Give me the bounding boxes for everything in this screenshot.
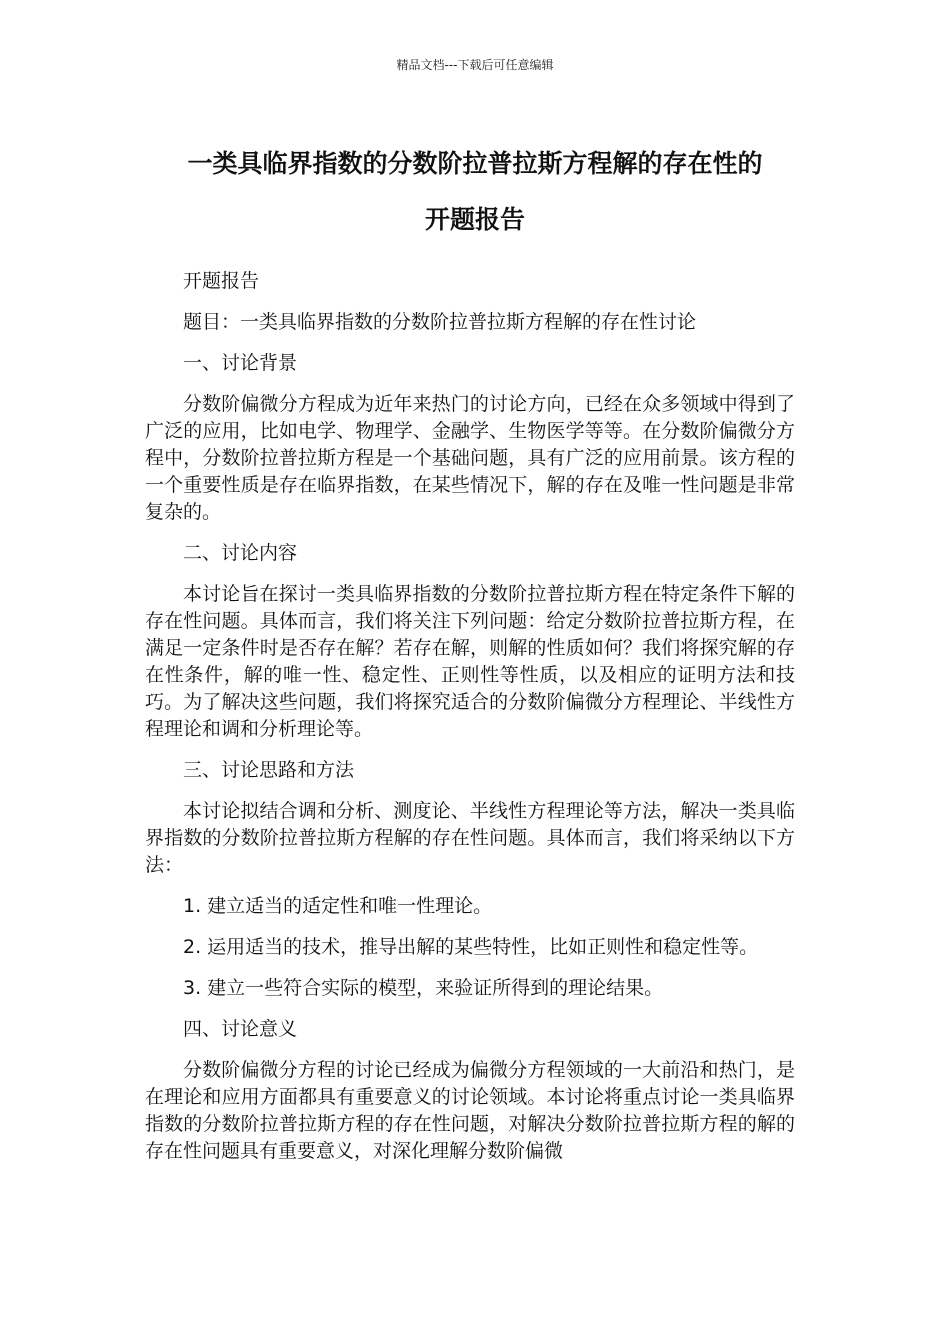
document-body: [145, 268, 795, 1165]
section-2-paragraph: 本讨论旨在探讨一类具临界指数的分数阶拉普拉斯方程在特定条件下解的存在性问题。具体而言，我们将关注下列问题：给定分数阶拉普拉斯方程，在满足一定条件时是否存在解？若存在解，则解的性质如何？我们将探究解的存在性条件，解的唯一性、稳定性、正则性等性质，以及相应的证明方法和技巧。为了解决这些问题，我们将探究适合的分数阶偏微分方程理论、半线性方程理论和调和分析理论等。: [145, 583, 795, 740]
topic-line: 题目：一类具临界指数的分数阶拉普拉斯方程解的存在性讨论: [183, 311, 697, 333]
section-1-heading: 一、讨论背景: [183, 352, 298, 374]
report-label: 开题报告: [183, 270, 260, 292]
section-3-heading: 三、讨论思路和方法: [183, 759, 355, 781]
section-2-heading: 二、讨论内容: [183, 542, 298, 564]
method-item-2: 2. 运用适当的技术，推导出解的某些特性，比如正则性和稳定性等。: [183, 936, 759, 958]
section-4-heading: 四、讨论意义: [183, 1018, 298, 1040]
section-1-paragraph: 分数阶偏微分方程成为近年来热门的讨论方向，已经在众多领域中得到了广泛的应用，比如电学、物理学、金融学、生物医学等等。在分数阶偏微分方程中，分数阶拉普拉斯方程是一个基础问题，具有广泛的应用前景。该方程的一个重要性质是存在临界指数，在某些情况下，解的存在及唯一性问题是非常复杂的。: [145, 393, 795, 523]
method-item-1: 1. 建立适当的适定性和唯一性理论。: [183, 895, 493, 917]
section-3-paragraph: 本讨论拟结合调和分析、测度论、半线性方程理论等方法，解决一类具临界指数的分数阶拉普拉斯方程解的存在性问题。具体而言，我们将采纳以下方法：: [145, 800, 795, 876]
document-title: [100, 136, 850, 248]
title-line-2: 开题报告: [424, 205, 525, 234]
page-header: 精品文档---下载后可任意编辑: [396, 58, 554, 72]
title-line-1: 一类具临界指数的分数阶拉普拉斯方程解的存在性的: [187, 149, 763, 178]
method-item-3: 3. 建立一些符合实际的模型，来验证所得到的理论结果。: [183, 977, 664, 999]
section-4-paragraph: 分数阶偏微分方程的讨论已经成为偏微分方程领域的一大前沿和热门，是在理论和应用方面都具有重要意义的讨论领域。本讨论将重点讨论一类具临界指数的分数阶拉普拉斯方程的存在性问题，对解决分数阶拉普拉斯方程的解的存在性问题具有重要意义，对深化理解分数阶偏微: [145, 1059, 795, 1162]
